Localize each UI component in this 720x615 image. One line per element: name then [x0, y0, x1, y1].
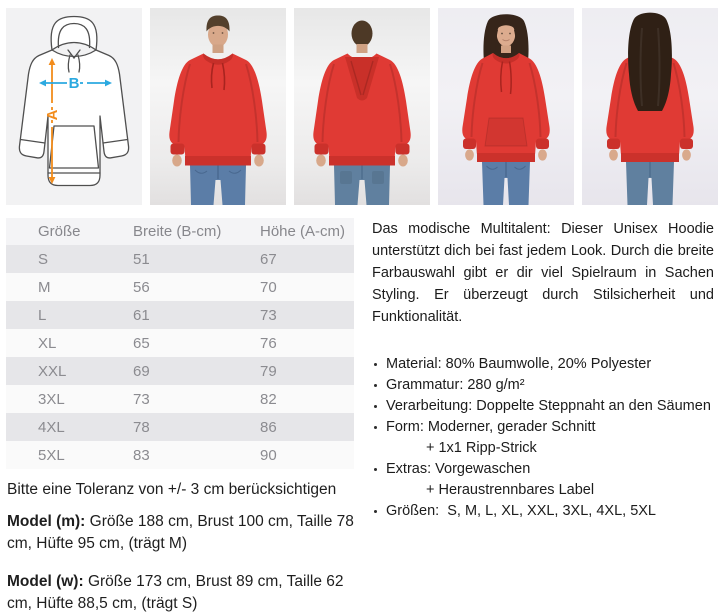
model-w-label: Model (w):	[7, 573, 84, 590]
table-row: M 56 70	[6, 273, 354, 301]
table-row: 4XL 78 86	[6, 413, 354, 441]
hoodie-outline-drawing	[6, 8, 142, 205]
product-image-strip	[0, 0, 720, 205]
size-table-header-row	[6, 218, 354, 245]
table-row: 5XL 83 90	[6, 441, 354, 469]
model-photo-woman-front	[438, 8, 574, 205]
size-table-header-groesse: Größe	[38, 223, 81, 240]
size-table	[6, 218, 354, 469]
size-guide-content	[0, 218, 720, 615]
description-paragraph: Das modische Multitalent: Dieser Unisex Hoodie unterstützt dich bei fast jedem Look. Durch die breite Farbauswahl gibt er dir viel Spielraum in Sachen Styling. Er überzeugt durch Stilsicherheit und Funktionalität.	[372, 221, 714, 325]
feature-subitem: + Heraustrennbares Label	[426, 482, 595, 498]
size-table-header-hoehe: Höhe (A-cm)	[260, 223, 346, 240]
measure-label-b: B	[68, 75, 80, 92]
man-back-figure	[294, 8, 430, 205]
feature-item-verarbeitung: Verarbeitung: Doppelte Steppnaht an den Säumen	[372, 396, 714, 417]
bullet-icon	[374, 468, 377, 471]
size-table-header-breite: Breite (B-cm)	[133, 223, 222, 240]
bullet-icon	[374, 405, 377, 408]
table-row: XL 65 76	[6, 329, 354, 357]
model-m-label: Model (m):	[7, 513, 86, 530]
model-m-note	[7, 511, 361, 555]
table-row: S 51 67	[6, 245, 354, 273]
feature-item-material: Material: 80% Baumwolle, 20% Polyester	[372, 354, 714, 375]
model-m-text: Größe 188 cm, Brust 100 cm, Taille 78 cm, Hüfte 95 cm, (trägt M)	[7, 513, 354, 552]
feature-list	[372, 354, 714, 522]
measure-label-a: A	[44, 109, 61, 121]
model-photo-man-back	[294, 8, 430, 205]
table-row: XXL 69 79	[6, 357, 354, 385]
feature-item-groessen: Größen: S, M, L, XL, XXL, 3XL, 4XL, 5XL	[372, 501, 714, 522]
hoodie-measurement-diagram	[6, 8, 142, 205]
model-photo-woman-back	[582, 8, 718, 205]
woman-back-figure	[582, 8, 718, 205]
feature-item-extras: Extras: Vorgewaschen + Heraustrennbares Label	[372, 459, 714, 501]
bullet-icon	[374, 426, 377, 429]
feature-item-form: Form: Moderner, gerader Schnitt + 1x1 Ripp-Strick	[372, 417, 714, 459]
bullet-icon	[374, 510, 377, 513]
bullet-icon	[374, 363, 377, 366]
woman-front-figure	[438, 8, 574, 205]
man-front-figure	[150, 8, 286, 205]
tolerance-note: Bitte eine Toleranz von +/- 3 cm berücksichtigen	[7, 481, 337, 498]
table-row: L 61 73	[6, 301, 354, 329]
model-w-note	[7, 571, 361, 615]
feature-item-grammatur: Grammatur: 280 g/m²	[372, 375, 714, 396]
model-photo-man-front	[150, 8, 286, 205]
model-w-text: Größe 173 cm, Brust 89 cm, Taille 62 cm, Hüfte 88,5 cm, (trägt S)	[7, 573, 344, 612]
bullet-icon	[374, 384, 377, 387]
description-column	[366, 218, 718, 615]
table-row: 3XL 73 82	[6, 385, 354, 413]
size-table-column	[6, 218, 366, 615]
feature-subitem: + 1x1 Ripp-Strick	[426, 440, 537, 456]
